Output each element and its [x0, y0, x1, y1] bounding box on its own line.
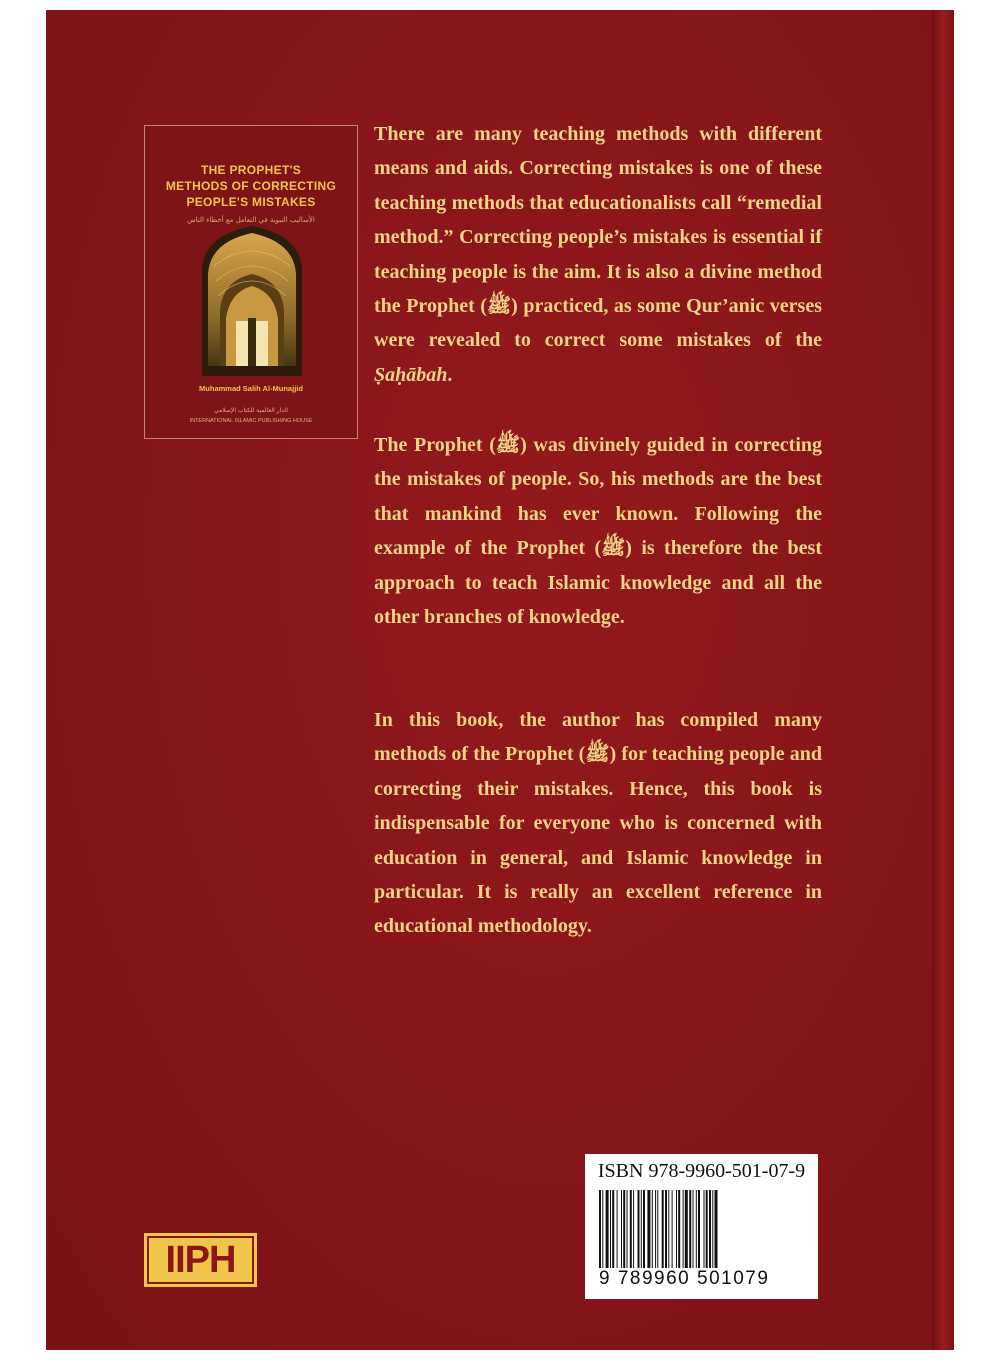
isbn-number: ISBN 978-9960-501-07-9	[597, 1160, 806, 1182]
thumbnail-author: Muhammad Salih Al-Munajjid	[199, 384, 303, 393]
barcode-image	[599, 1190, 808, 1268]
thumbnail-arabic-subtitle: الأساليب النبوية في التعامل مع أخطاء الناس	[187, 216, 315, 224]
book-spine-edge	[932, 10, 954, 1350]
isbn-barcode-label	[585, 1154, 818, 1299]
blurb-paragraph-2: The Prophet (ﷺ) was divinely guided in correcting the mistakes of people. So, his methods are the best that mankind has ever known. Following the example of the Prophet (ﷺ) is therefore the best approach to teach Islamic knowledge and all the other branches of knowledge.	[374, 434, 823, 629]
sahabah-italic: Ṣaḥābah	[374, 363, 448, 386]
arch-illustration	[202, 226, 302, 376]
iiph-logo: IIPH	[144, 1233, 257, 1287]
front-cover-thumbnail	[144, 125, 358, 439]
book-back-cover	[46, 10, 954, 1350]
thumbnail-publisher-arabic: الدار العالمية للكتاب الإسلامي	[214, 407, 288, 414]
blurb-paragraph-3: In this book, the author has compiled many methods of the Prophet (ﷺ) for teaching people and correcting their mistakes. Hence, this book is indispensable for everyone who is concerned with education in general, and Islamic knowledge in particular. It is really an excellent reference in educational methodology.	[374, 709, 822, 938]
barcode-digits: 9 789960 501079	[599, 1268, 770, 1289]
blurb-paragraph-1: There are many teaching methods with different means and aids. Correcting mistakes is one of these teaching methods that educationalists call “remedial method.” Correcting people’s mistakes is essential if teaching people is the aim. It is also a divine method the Prophet (ﷺ) practiced, as some Qur’anic verses were revealed to correct some mistakes of the Ṣaḥābah.	[374, 123, 822, 386]
thumbnail-title: THE PROPHET'S METHODS OF CORRECTING PEOPLE'S MISTAKES	[165, 163, 337, 209]
thumbnail-publisher: INTERNATIONAL ISLAMIC PUBLISHING HOUSE	[189, 418, 313, 424]
